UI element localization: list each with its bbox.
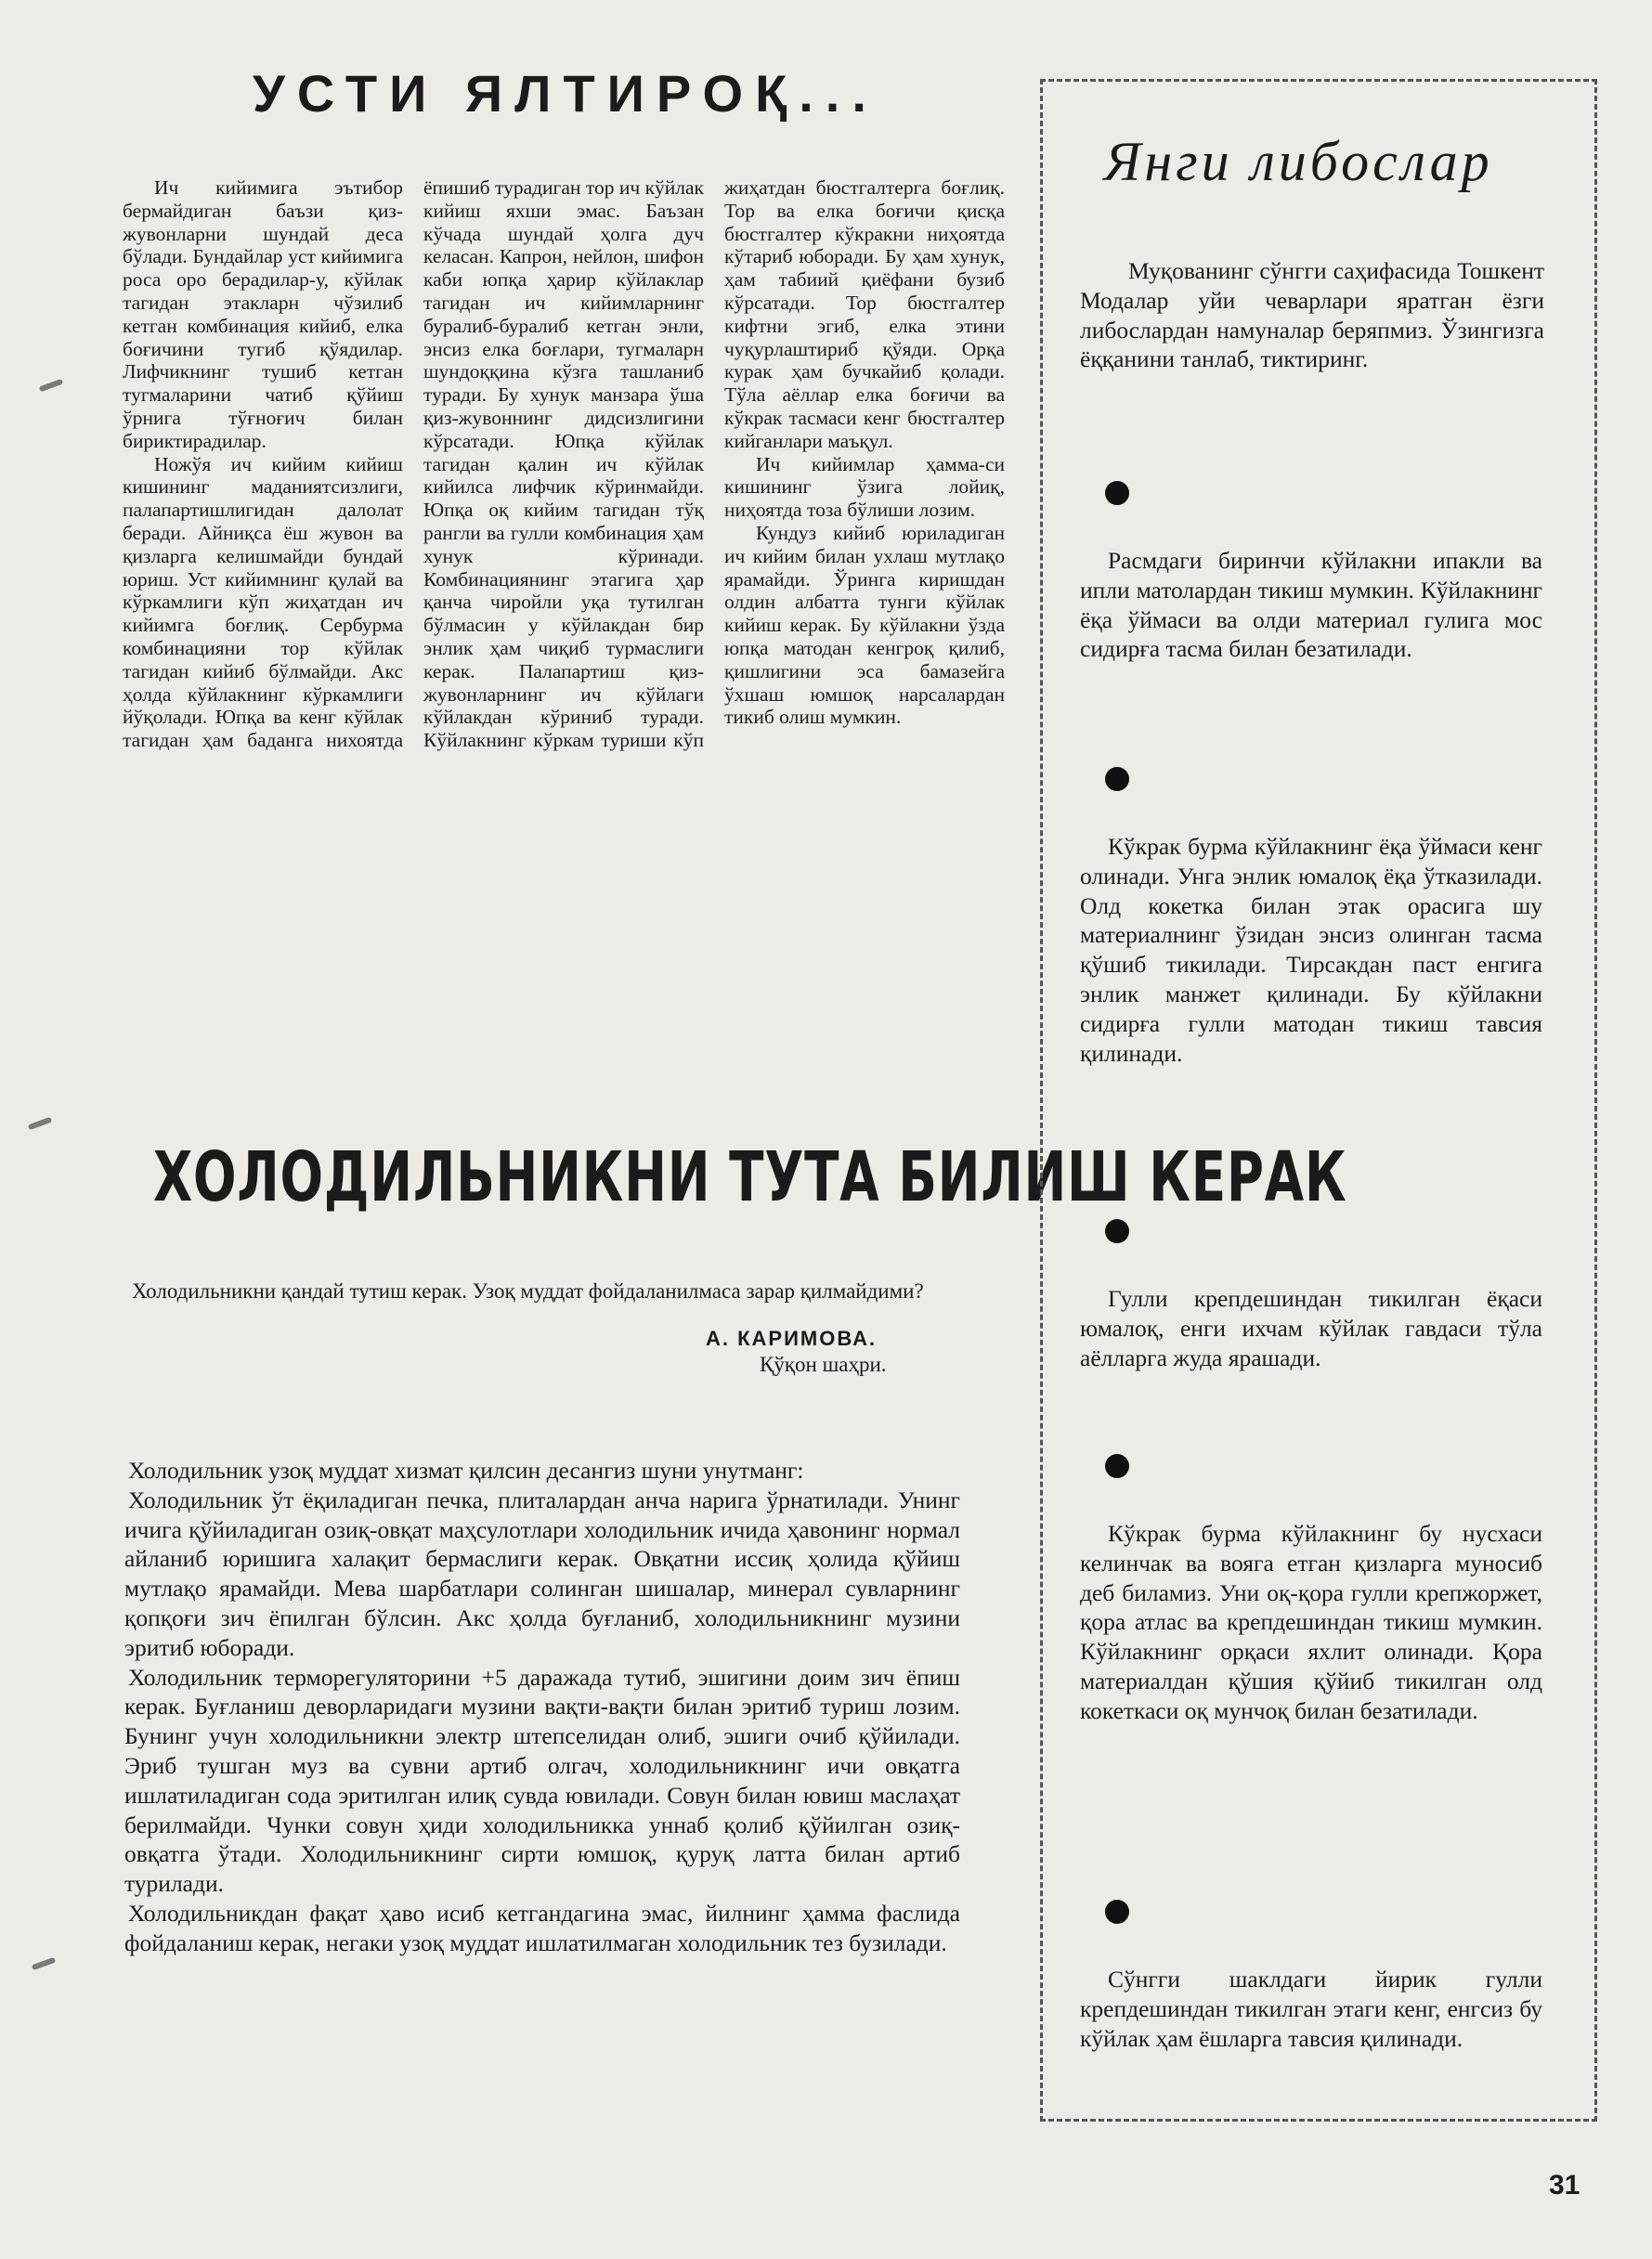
bullet-dot-icon	[1105, 767, 1129, 791]
bullet-dot-icon	[1105, 1219, 1129, 1243]
author-name: А. КАРИМОВА.	[706, 1327, 878, 1350]
article-body-holodilnik	[124, 1456, 960, 1958]
sidebar-item: Расмдаги биринчи кўйлакни ипакли ва ипли матолардан тикиш мумкин. Кўйлакнинг ёқа ўймаси ва олди материал гулига мос сидирға тасма билан безатилади.	[1080, 547, 1542, 663]
article-body-usti-yaltiroq	[123, 176, 1005, 984]
bullet-dot-icon	[1105, 1454, 1129, 1478]
page-number: 31	[1549, 2170, 1580, 2201]
article-paragraph: Холодильник ўт ёқиладиган печка, плиталардан анча нарига ўрнатилади. Унинг ичига қўйиладиган озиқ-овқат маҳсулотлари холодильник ичида ҳавонинг нормал айланиб юришига халақит бермаслиги керак. Овқатни иссиқ ҳолида қўйиш мутлақо ярамайди. Мева шарбатлари солинган шишалар, минерал сувларнинг қопқоғи зич ёпилган бўлсин. Акс ҳолда буғланиб, холодильникнинг музини эритиб юборади.	[124, 1486, 960, 1661]
article-paragraph: Холодильник узоқ муддат хизмат қилсин десангиз шуни унутманг:	[128, 1457, 804, 1484]
article-paragraph: Холодильникдан фақат ҳаво исиб кетгандагина эмас, йилнинг ҳамма фаслида фойдаланиш керак, негаки узоқ муддат ишлатилмаган холодильник тез бузилади.	[124, 1899, 960, 1956]
author-city: Қўқон шаҳри.	[760, 1353, 887, 1376]
sidebar-item: Кўкрак бурма кўйлакнинг бу нусхаси келинчак ва вояга етган қизларга муносиб деб биламиз. Уни оқ-қора гулли крепжоржет, қора атлас ва крепдешиндан тикиш мумкин. Кўйлакнинг орқаси яхлит олинади. Қора материалдан қўшия қўйиб тикилган олд кокеткаси оқ мунчоқ билан безатилади.	[1080, 1520, 1542, 1724]
article-paragraph: Холодильник терморегуляторини +5 даражада тутиб, эшигини доим зич ёпиш керак. Буғланиш деворларидаги музини вақти-вақти билан эритиб туриш лозим. Бунинг учун холодильникни электр штепселидан олиб, эшиги очиб қўйилади. Эриб тушган муз ва сувни артиб олгач, холодильникнинг ичи овқатга ишлатиладиган сода эритилган илиқ сувда ювилади. Совун билан ювиш маслаҳат берилмайди. Чунки совун ҳиди холодильникка уннаб қолиб қўйилган озиқ-овқатга ўтади. Холодильникнинг сирти юмшоқ, қуруқ латта билан артиб турилади.	[124, 1663, 960, 1898]
sidebar-item: Кўкрак бурма кўйлакнинг ёқа ўймаси кенг олинади. Унга энлик юмалоқ ёқа ўтказилади. Олд кокетка билан этак орасига шу материалнинг ўзидан энсиз олинган тасма қўшиб тикилади. Тирсакдан паст енгига энлик манжет қилинади. Бу кўйлакни сидирға гулли матодан тикиш тавсия қилинади.	[1080, 833, 1542, 1067]
article-paragraph: Ич кийимлар ҳамма-си кишининг ўзига лойиқ, ниҳоятда тоза бўлиши лозим.	[724, 452, 1005, 522]
page-edge-mark	[39, 379, 63, 393]
article-paragraph: Кундуз кийиб юриладиган ич кийим билан ухлаш мутлақо ярамайди. Ўринга киришдан олдин албатта тунги кўйлак кийиш керак. Бу кўйлакни ўзда юпқа матодан кенгроқ қилиб, қишлигини эса бамазейга ўхшаш юмшоқ нарсалардан тикиб олиш мумкин.	[724, 521, 1005, 729]
sidebar-intro: Муқованинг сўнгги саҳифасида Тошкент Модалар уйи чеварлари яратган ёзги либослардан намуналар беряпмиз. Ўзингизга ёққанини танлаб, тиктиринг.	[1080, 257, 1544, 373]
sidebar-yangi-libosler	[1040, 79, 1597, 2122]
reader-question: Холодильникни қандай тутиш керак. Узоқ муддат фойдаланилмаса зарар қилмайдими?	[132, 1279, 924, 1303]
sidebar-item: Гулли крепдешиндан тикилган ёқаси юмалоқ, енги ихчам кўйлак гавдаси тўла аёлларга жуда ярашади.	[1080, 1285, 1542, 1371]
reader-signature	[706, 1326, 938, 1378]
sidebar-title: Янги либослар	[1104, 131, 1493, 192]
article-title-usti-yaltiroq: УСТИ ЯЛТИРОҚ...	[253, 64, 878, 123]
sidebar-item: Сўнгги шаклдаги йирик гулли крепдешиндан тикилган этаги кенг, енгсиз бу кўйлак ҳам ёшларга тавсия қилинади.	[1080, 1966, 1542, 2052]
article-paragraph: Ножўя ич кийим кийиш кишининг маданиятсизлиги, палапартишлигидан далолат беради. Айниқса ёш жувон ва қизларга келишмайди бундай юриш. Уст кийимнинг қулай ва кўркамлиги кўп жиҳатдан ич кийимга боғлиқ. Сербурма комбинацияни тор кўйлак тагидан кийиб бўлмайди. Акс ҳолда кўйлакнинг кўркамлиги йўқолади. Юпқа ва кенг кўйлак тагидан ҳам баданга нихоятда ёпишиб турадиган тор ич кўйлак кийиш яхши эмас. Баъзан кўчада шундай ҳолга дуч келасан. Капрон, нейлон, шифон каби юпқа ҳарир кўйлаклар тагидан ич кийимларнинг буралиб-буралиб кетган энли, энсиз елка боғлари, тугмаларн шундоққина кўзга ташланиб туради. Бу хунук манзара ўша қиз-жувоннинг дидсизлигини кўрсатади. Юпқа кўйлак тагидан қалин ич кўйлак кийилса лифчик кўринмайди. Юпқа оқ кийим тагидан тўқ рангли ва гулли комбинация ҳам хунук кўринади. Комбинациянинг этагига ҳар қанча чиройли уқа тутилган бўлмасин у кўйлакдан бир энлик ҳам чиқиб турмаслиги керак. Палапартиш қиз-жувонларнинг ич кўйлаги кўйлакдан кўриниб туради. Кўйлакнинг кўркам туриши кўп жиҳатдан бюстгалтерга боғлиқ. Тор ва елка боғичи қисқа бюстгалтер кўкракни ниҳоятда кўтариб юборади. Бу ҳам хунук, ҳам табиий қиёфани бузиб кўрсатади. Тор бюстгалтер кифтни эгиб, елка этини чуқурлаштириб қўяди. Орқа курак ҳам бучкайиб қолади. Тўла аёллар елка боғичи ва кўкрак тасмаси кенг бюстгалтер кийганлари маъқул.	[123, 176, 1005, 752]
bullet-dot-icon	[1105, 1900, 1129, 1924]
article-paragraph: Ич кийимига эътибор бермайдиган баъзи қиз-жувонларни шундай деса бўлади. Бундайлар уст кийимига роса оро берадилар-у, кўйлак тагидан этакларн чўзилиб кетган комбинация кийиб, елка боғичини тугиб қўядилар. Лифчикнинг тушиб кетган тугмаларини чатиб қўйиш ўрнига тўғноғич билан бириктирадилар.	[123, 176, 403, 452]
page-edge-mark	[32, 1957, 56, 1971]
article-title-holodilnik: ХОЛОДИЛЬНИКНИ ТУТА БИЛИШ КЕРАК	[153, 1137, 1347, 1217]
bullet-dot-icon	[1105, 481, 1129, 505]
page-edge-mark	[28, 1117, 52, 1131]
